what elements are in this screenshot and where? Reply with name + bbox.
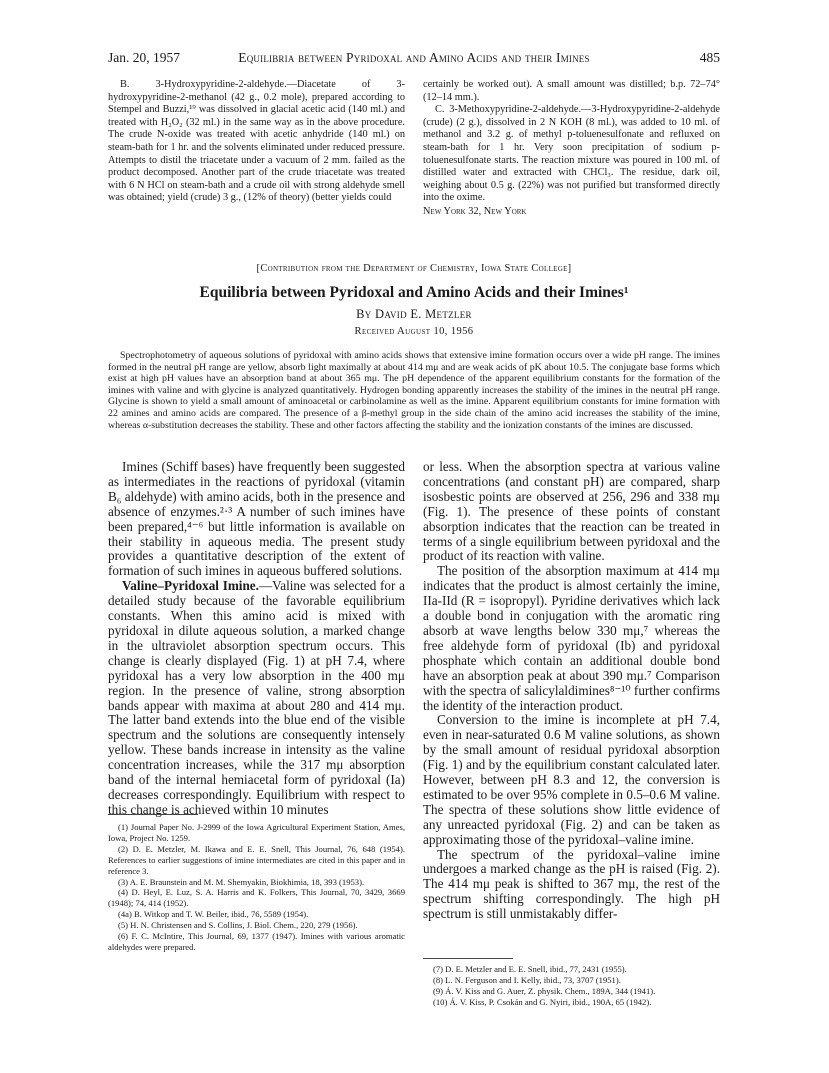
top-right-column [423,79,720,219]
footnote: (7) D. E. Metzler and E. E. Snell, ibid., 77, 2431 (1955). [433,964,627,974]
paragraph [108,579,405,818]
page-number: 485 [699,50,720,65]
abstract [108,350,720,431]
paragraph: Imines (Schiff bases) have frequently been suggested as intermediates in the reactions of pyridoxal (vitamin B₆ aldehyde) with amino acids, both in the presence and absence of enzymes.²·³ A number of such imines have been prepared,⁴⁻⁶ but little information is available on their stability in aqueous media. The present study provides a quantitative description of the extent of formation of such imines in aqueous buffered solutions. [108,459,405,579]
abstract-text: Spectrophotometry of aqueous solutions of pyridoxal with amino acids shows that extensive imine formation occurs over a wide pH range. The imines formed in the neutral pH range are yellow, absorb light maximally at about 414 mμ and are weak acids of pK about 10.5. The conjugate base forms which exist at high pH values have an absorption band at about 365 mμ. The pH dependence of the apparent equilibrium constants for the formation of the imines with valine and with glycine is analyzed quantitatively. Hydrogen bonding apparently increases the stability of the imines in the neutral pH range. Glycine is shown to yield a small amount of aminoacetal or carbinolamine as well as the imine. Apparent equilibrium constants for imine formation with 22 amines and amino acids are compared. The presence of a β-methyl group in the side chain of the amino acid increases the stability of the imine, whereas α-substitution decreases the stability. These and other factors affecting the stability and the ionization constants of the imines are discussed. [108,350,720,431]
author-affiliation: New York 32, New York [423,205,527,217]
footnote-rule [108,814,198,815]
body-right-column [423,460,720,922]
running-title: Equilibria between Pyridoxal and Amino Acids and their Imines [238,50,590,65]
footnote: (5) H. N. Christensen and S. Collins, J. Biol. Chem., 220, 279 (1956). [118,920,358,931]
paragraph: The position of the absorption maximum at 414 mμ indicates that the product is almost certainly the imine, IIa-IId (R = isopropyl). Pyridine derivatives which lack a double bond in conjugation with the aromatic ring absorb at wave lengths below 330 mμ,⁷ whereas the free aldehyde form of pyridoxal (Ib) and pyridoxal phosphate which contain an additional double bond have an absorption peak at about 390 mμ.⁷ Comparison with the spectra of salicylaldimines⁸⁻¹⁰ further confirms the identity of the interaction product. [423,563,720,713]
footnotes-right [423,964,720,1008]
article-title: Equilibria between Pyridoxal and Amino Acids and their Imines¹ [199,284,629,301]
footnote: (2) D. E. Metzler, M. Ikawa and E. E. Snell, This Journal, 76, 648 (1954). References to earlier suggestions of imine intermediates are cited in this paper and in reference 3. [108,843,405,876]
paragraph: Conversion to the imine is incomplete at pH 7.4, even in near-saturated 0.6 M valine solutions, as shown by the small amount of residual pyridoxal absorption (Fig. 1) and by the equilibrium constant calculated later. However, between pH 8.3 and 12, the conversion is estimated to be over 95% complete in 0.5–0.6 M valine. The spectra of these solutions show little evidence of any unreacted pyridoxal (Fig. 2) and can be taken as approximating those of the pyridoxal–valine imine. [423,712,720,847]
paragraph: or less. When the absorption spectra at various valine concentrations (and constant pH) are compared, sharp isosbestic points are observed at 256, 296 and 338 mμ (Fig. 1). The presence of these points of constant absorption indicates that the reaction can be treated in terms of a single equilibrium between pyridoxal and the product of its reaction with valine. [423,459,720,564]
article-author: By David E. Metzler [356,307,472,321]
paragraph: C. 3-Methoxypyridine-2-aldehyde.—3-Hydroxypyridine-2-aldehyde (crude) (2 g.), dissolved in 2 N KOH (8 ml.), was added to 10 ml. of methanol and 3.2 g. of methyl p-toluenesulfonate and refluxed on steam-bath for 1 hr. Very soon precipitation of sodium p-toluenesulfonate starts. The reaction mixture was poured in 100 ml. of distilled water and extracted with CHCl₃. The residue, dark oil, weighing about 0.5 g. (22%) was not purified but transformed directly into the oxime. [423,104,720,204]
body-left-column [108,460,405,818]
paragraph: The spectrum of the pyridoxal–valine imine undergoes a marked change as the pH is raised (Fig. 2). The 414 mμ peak is shifted to 367 mμ, the rest of the spectrum shifting correspondingly. The high pH spectrum is still unmistakably differ- [423,846,720,922]
footnote: (6) F. C. McIntire, This Journal, 69, 1377 (1947). Imines with various aromatic aldehydes were prepared. [108,931,405,952]
footnote: (8) L. N. Ferguson and I. Kelly, ibid., 73, 3707 (1951). [433,974,621,985]
previous-article-continuation [108,79,720,247]
contribution-line: [Contribution from the Department of Chemistry, Iowa State College] [256,263,572,274]
page-header [108,50,720,66]
footnote: (4a) B. Witkop and T. W. Beiler, ibid., 76, 5589 (1954). [118,909,309,920]
received-date: Received August 10, 1956 [354,326,474,337]
paragraph: B. 3-Hydroxypyridine-2-aldehyde.—Diacetate of 3-hydroxypyridine-2-methanol (42 g., 0.2 mole), prepared according to Stempel and Buzzi,¹⁹ was dissolved in glacial acetic acid (140 ml.) and treated with H₂O₂ (32 ml.) in the same way as in the above procedure. The crude N-oxide was treated with acetic anhydride (140 ml.) on steam-bath for 1 hr. and the solvents eliminated under reduced pressure. Attempts to distil the triacetate under a vacuum of 2 mm. failed as the product decomposed. Another part of the crude triacetate was treated with 6 N HCl on steam-bath and a crude oil with strong aldehyde smell was obtained; yield (crude) 3 g., (12% of theory) (better yields could [108,79,405,204]
section-runin-heading: Valine–Pyridoxal Imine. [122,578,259,594]
footnote-rule [423,958,513,959]
footnote: (1) Journal Paper No. J-2999 of the Iowa Agricultural Experiment Station, Ames, Iowa, Project No. 1259. [108,822,405,843]
footnote: (3) A. E. Braunstein and M. M. Shemyakin, Biokhimia, 18, 393 (1953). [118,876,365,887]
top-left-column [108,79,405,205]
paragraph-text: —Valine was selected for a detailed study because of the favorable equilibrium constants. When this amino acid is mixed with pyridoxal in dilute aqueous solution, a marked change in the ultraviolet absorption spectrum occurs. This change is clearly displayed (Fig. 1) at pH 7.4, where pyridoxal has a very low absorption in the 400 mμ region. In the presence of valine, strong absorption bands appear with maxima at about 280 and 414 mμ. The latter band extends into the blue end of the visible spectrum and the solutions are consequently intensely yellow. These bands increase in intensity as the valine concentration increases, while the 317 mμ absorption band of the internal hemiacetal form of pyridoxal (Ia) decreases correspondingly. Equilibrium with respect to this change is achieved within 10 minutes [108,578,405,817]
header-date: Jan. 20, 1957 [108,50,180,65]
footnote: (10) Á. V. Kiss, P. Csokán and G. Nyiri, ibid., 190A, 65 (1942). [433,996,652,1007]
footnote: (9) Á. V. Kiss and G. Auer, Z. physik. Chem., 189A, 344 (1941). [433,985,656,996]
footnotes-left [108,822,405,953]
paragraph: certainly be worked out). A small amount was distilled; b.p. 72–74° (12–14 mm.). [423,79,720,103]
footnote: (4) D. Heyl, E. Luz, S. A. Harris and K. Folkers, This Journal, 70, 3429, 3669 (1948); 74, 414 (1952). [108,887,405,909]
